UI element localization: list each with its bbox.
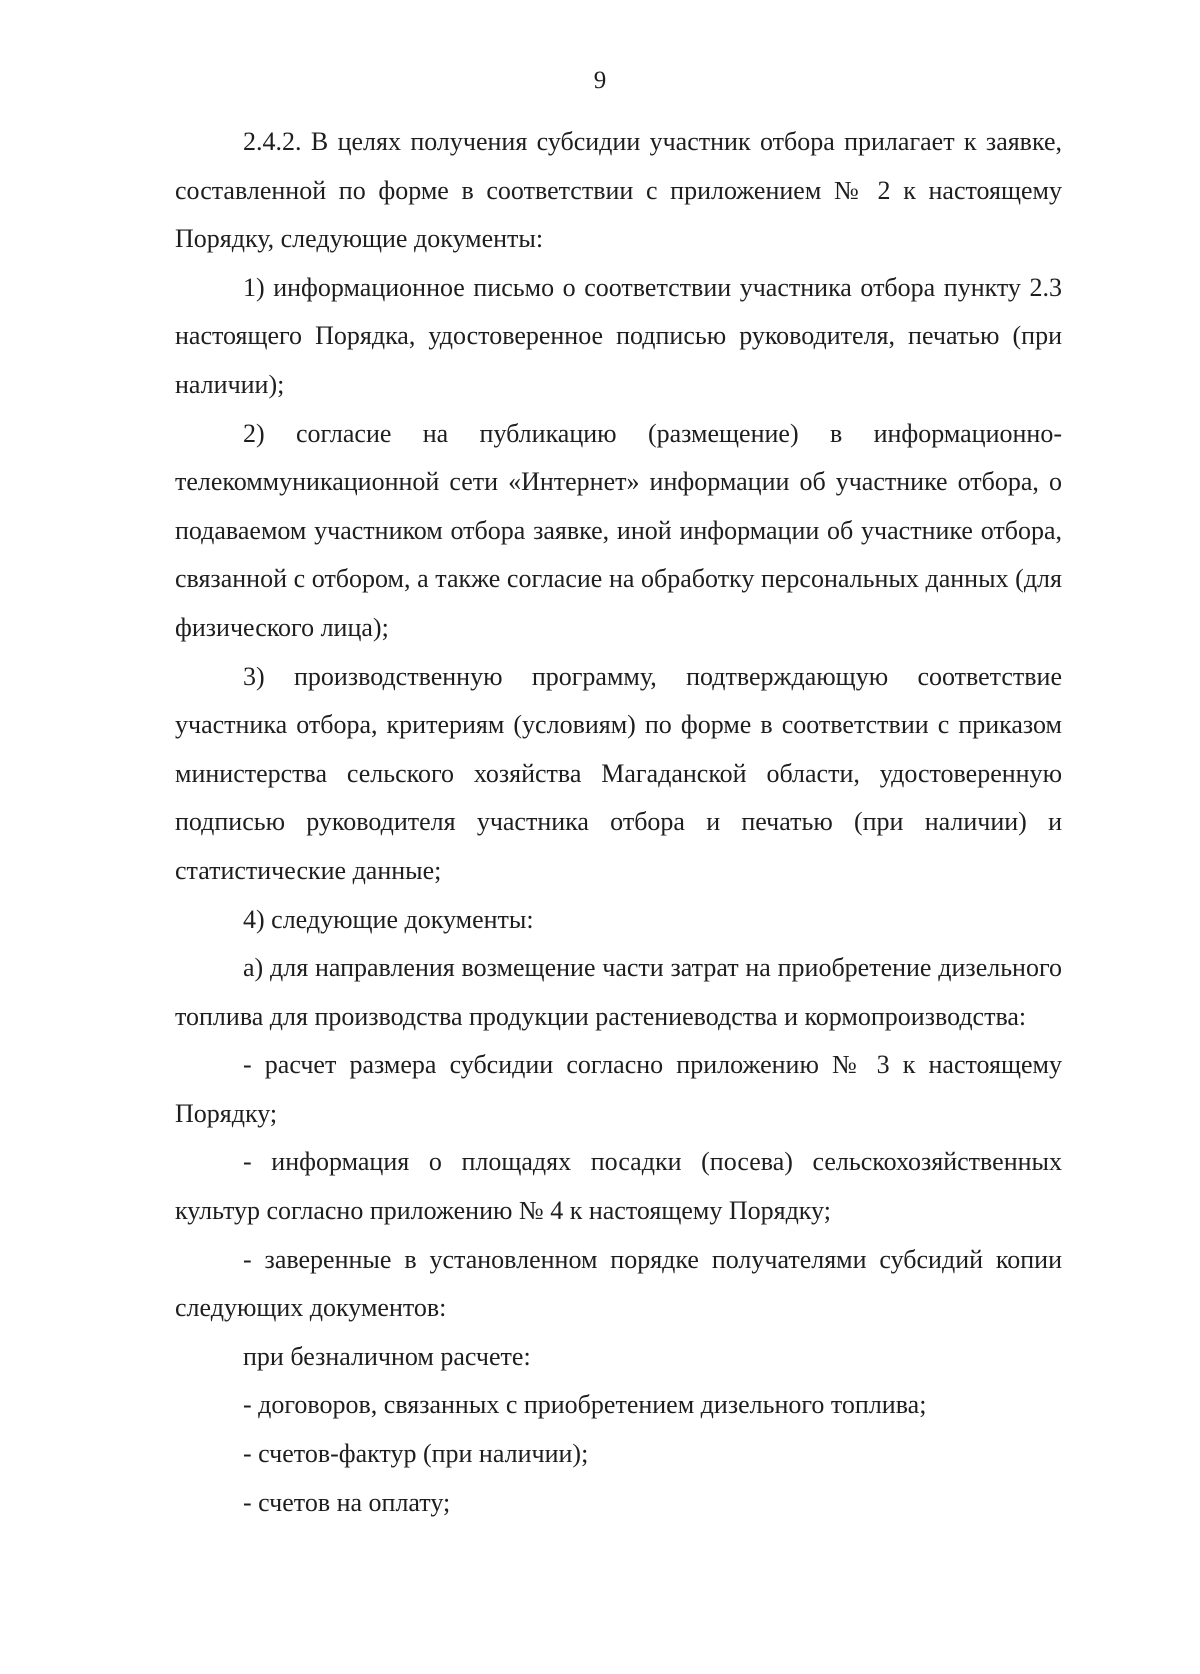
dash-item-certified-copies: - заверенные в установленном порядке получателями субсидий копии следующих документов: <box>175 1244 1062 1323</box>
dash-item-invoices: - счетов-фактур (при наличии); <box>243 1439 589 1469</box>
dash-item-contracts: - договоров, связанных с приобретением дизельного топлива; <box>243 1390 927 1420</box>
list-item-2: 2) согласие на публикацию (размещение) в информационно-телекоммуникационной сети «Интернет» информации об участнике отбора, о подаваемом участником отбора заявке, иной информации об участнике отбора, связанной с отбором, а также согласие на обработку персональных данных (для физического лица); <box>175 418 1062 642</box>
dash-item-payment-bills: - счетов на оплату; <box>243 1487 451 1517</box>
document-body <box>175 118 1062 1527</box>
list-item-1: 1) информационное письмо о соответствии участника отбора пункту 2.3 настоящего Порядка, удостоверенное подписью руководителя, печатью (при наличии); <box>175 272 1062 399</box>
list-item-3: 3) производственную программу, подтверждающую соответствие участника отбора, критериям (условиям) по форме в соответствии с приказом министерства сельского хозяйства Магаданской области, удостоверенную подписью руководителя участника отбора и печатью (при наличии) и статистические данные; <box>175 661 1062 885</box>
paragraph-2-4-2: 2.4.2. В целях получения субсидии участник отбора прилагает к заявке, составленной по форме в соответствии с приложением № 2 к настоящему Порядку, следующие документы: <box>175 127 1062 254</box>
list-item-4: 4) следующие документы: <box>243 904 534 934</box>
dash-item-calculation: - расчет размера субсидии согласно приложению № 3 к настоящему Порядку; <box>175 1050 1062 1128</box>
page-number: 9 <box>593 67 607 94</box>
dash-item-planting-areas: - информация о площадях посадки (посева) сельскохозяйственных культур согласно приложению № 4 к настоящему Порядку; <box>175 1147 1062 1226</box>
cashless-payment-heading: при безналичном расчете: <box>243 1341 531 1371</box>
subitem-a: а) для направления возмещение части затрат на приобретение дизельного топлива для производства продукции растениеводства и кормопроизводства: <box>175 953 1062 1031</box>
